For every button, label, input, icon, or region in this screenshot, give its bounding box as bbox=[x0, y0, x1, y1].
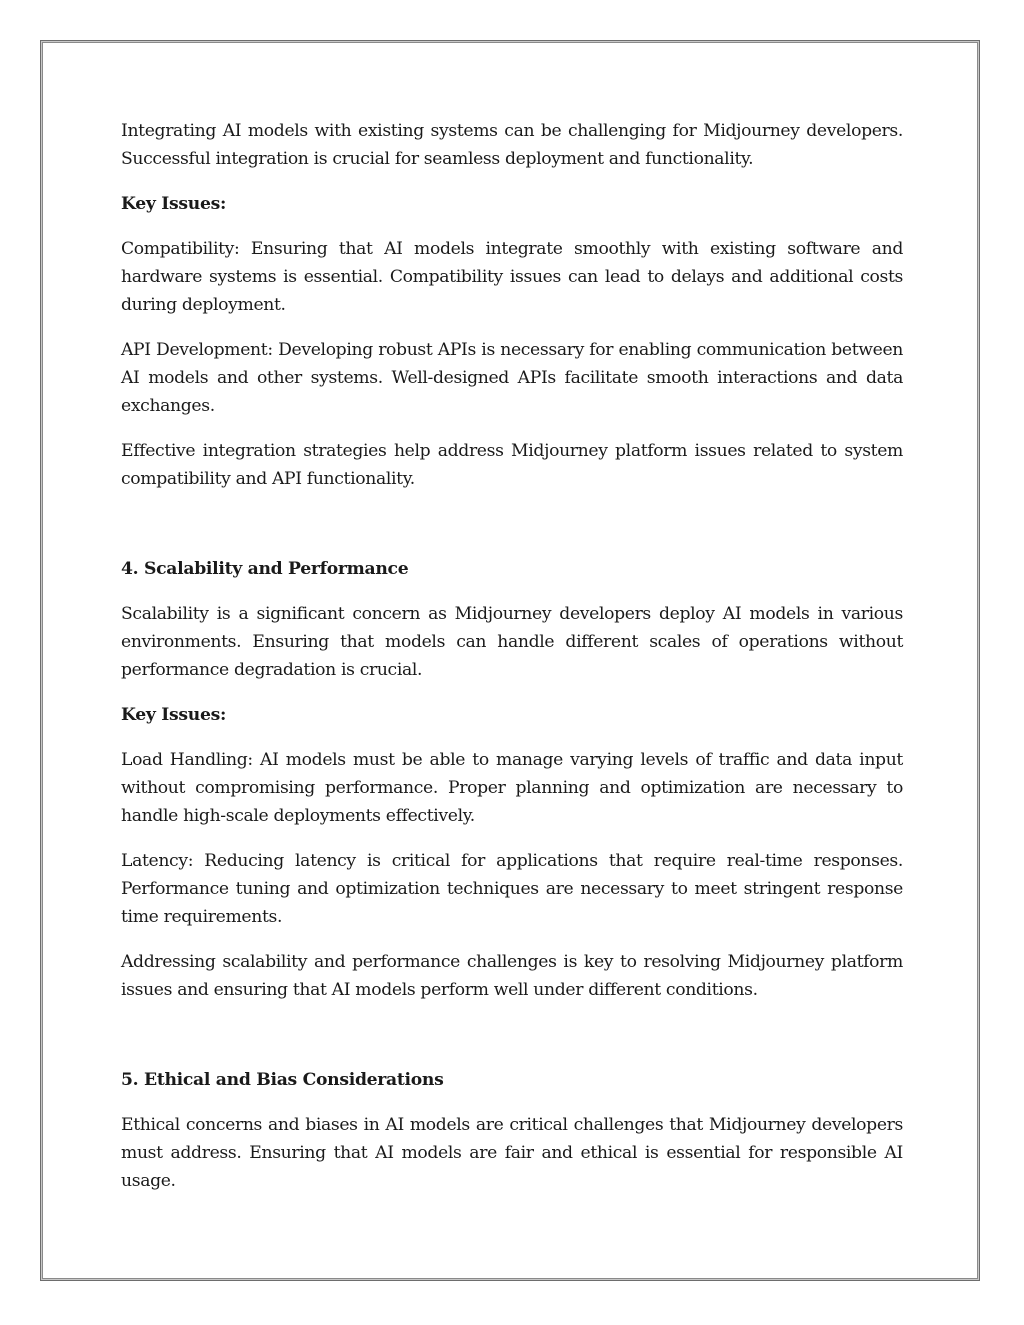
section-spacer bbox=[121, 1021, 903, 1066]
intro-paragraph: Integrating AI models with existing systems can be challenging for Midjourney developers. Successful integration is crucial for seamless deployment and functionality. bbox=[121, 121, 903, 169]
section-4-conclusion: Addressing scalability and performance challenges is key to resolving Midjourney platform issues and ensuring that AI models perform well under different conditions. bbox=[121, 952, 903, 1000]
issue-text: Developing robust APIs is necessary for enabling communication between AI models and other systems. Well-designed APIs facilitate smooth interactions and data exchanges. bbox=[121, 340, 903, 416]
issue-text: Reducing latency is critical for applications that require real-time responses. Performance tuning and optimization techniques are necessary to meet stringent response time requirements. bbox=[121, 851, 903, 927]
issue-text: Ensuring that AI models integrate smoothly with existing software and hardware systems is essential. Compatibility issues can lead to delays and additional costs during deployment. bbox=[121, 239, 903, 315]
section-4-paragraph: Scalability is a significant concern as Midjourney developers deploy AI models in various environments. Ensuring that models can handle different scales of operations without performance degradation is crucial. bbox=[121, 604, 903, 680]
issue-term: Latency: bbox=[121, 851, 194, 871]
section-spacer bbox=[121, 510, 903, 555]
document-body bbox=[121, 117, 903, 1212]
issue-term: Load Handling: bbox=[121, 750, 253, 770]
section-4-heading: 4. Scalability and Performance bbox=[121, 559, 409, 579]
issue-latency bbox=[121, 847, 903, 931]
section-5-heading: 5. Ethical and Bias Considerations bbox=[121, 1070, 444, 1090]
issue-load-handling bbox=[121, 746, 903, 830]
key-issues-label: Key Issues: bbox=[121, 705, 227, 725]
intro-conclusion: Effective integration strategies help address Midjourney platform issues related to system compatibility and API functionality. bbox=[121, 441, 903, 489]
key-issues-label: Key Issues: bbox=[121, 194, 227, 214]
issue-text: AI models must be able to manage varying levels of traffic and data input without compromising performance. Proper planning and optimization are necessary to handle high-scale deployments effectively. bbox=[121, 750, 903, 826]
issue-api-development bbox=[121, 336, 903, 420]
issue-term: API Development: bbox=[121, 340, 273, 360]
issue-term: Compatibility: bbox=[121, 239, 240, 259]
section-5-paragraph: Ethical concerns and biases in AI models are critical challenges that Midjourney developers must address. Ensuring that AI models are fair and ethical is essential for responsible AI usage. bbox=[121, 1115, 903, 1191]
issue-compatibility bbox=[121, 235, 903, 319]
